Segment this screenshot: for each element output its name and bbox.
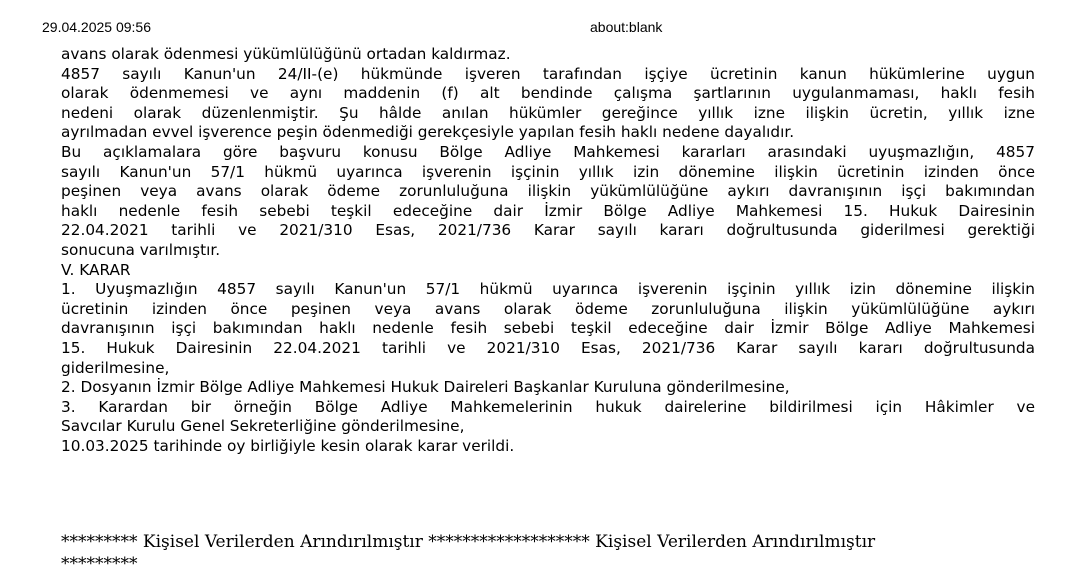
document-body [61, 45, 1035, 456]
text-line: nedeni olarak düzenlenmiştir. Şu hâlde anılan hükümler gereğince yıllık izne ilişkin ücretin, yıllık izne [61, 103, 1035, 122]
text-line: Bu açıklamalara göre başvuru konusu Bölge Adliye Mahkemesi kararları arasındaki uyuşmazlığın, 4857 [61, 142, 1035, 161]
text-line: giderilmesine, [61, 358, 170, 377]
text-line: davranışının işçi bakımından haklı nedenle fesih sebebi teşkil edeceğine dair İzmir Bölge Adliye Mahkemesi [61, 319, 1035, 338]
text-line: V. KARAR [61, 260, 131, 279]
text-line: 3. Karardan bir örneğin Bölge Adliye Mahkemelerinin hukuk dairelerine bildirilmesi için Hâkimler ve [61, 397, 1035, 416]
text-line: sayılı Kanun'un 57/1 hükmü uyarınca işverenin işçinin yıllık izin dönemine ilişkin ücretinin izinden önce [61, 162, 1035, 181]
footer-line-2: ********* [61, 554, 138, 574]
text-line: ayrılmadan evvel işverence peşin ödenmediği gerekçesiyle yapılan fesih haklı nedene dayalıdır. [61, 123, 795, 142]
print-url: about:blank [590, 19, 663, 35]
text-line: 4857 sayılı Kanun'un 24/II-(e) hükmünde işveren tarafından işçiye ücretinin kanun hükümlerine uygun [61, 64, 1035, 83]
footer-line-1: ********* Kişisel Verilerden Arındırılmıştır ******************* Kişisel Verilerden Arındırılmıştır [61, 532, 876, 552]
text-line: Savcılar Kurulu Genel Sekreterliğine gönderilmesine, [61, 417, 465, 436]
print-header [0, 0, 1073, 35]
print-datetime: 29.04.2025 09:56 [42, 19, 151, 35]
text-line: haklı nedenle fesih sebebi teşkil edeceğine dair İzmir Bölge Adliye Mahkemesi 15. Hukuk Dairesinin [61, 201, 1035, 220]
anonymization-footer [61, 531, 1035, 575]
text-line: peşinen veya avans olarak ödeme zorunluluğuna ilişkin yükümlülüğüne aykırı davranışının işçi bakımından [61, 182, 1035, 201]
text-line: olarak ödenmemesi ve aynı maddenin (f) alt bendinde çalışma şartlarının uygulanmaması, haklı fesih [61, 84, 1035, 103]
text-line: ücretinin izinden önce peşinen veya avans olarak ödeme zorunluluğuna ilişkin yükümlülüğüne aykırı [61, 299, 1035, 318]
text-line: 15. Hukuk Dairesinin 22.04.2021 tarihli ve 2021/310 Esas, 2021/736 Karar sayılı kararı doğrultusunda [61, 338, 1035, 357]
text-line: 22.04.2021 tarihli ve 2021/310 Esas, 2021/736 Karar sayılı kararı doğrultusunda giderilmesi gerektiği [61, 221, 1035, 240]
text-line: 10.03.2025 tarihinde oy birliğiyle kesin olarak karar verildi. [61, 436, 515, 455]
text-line: 2. Dosyanın İzmir Bölge Adliye Mahkemesi Hukuk Daireleri Başkanlar Kuruluna gönderilmesine, [61, 378, 790, 397]
text-line: 1. Uyuşmazlığın 4857 sayılı Kanun'un 57/1 hükmü uyarınca işverenin işçinin yıllık izin dönemine ilişkin [61, 280, 1035, 299]
text-line: sonucuna varılmıştır. [61, 240, 221, 259]
text-line: avans olarak ödenmesi yükümlülüğünü ortadan kaldırmaz. [61, 45, 511, 63]
